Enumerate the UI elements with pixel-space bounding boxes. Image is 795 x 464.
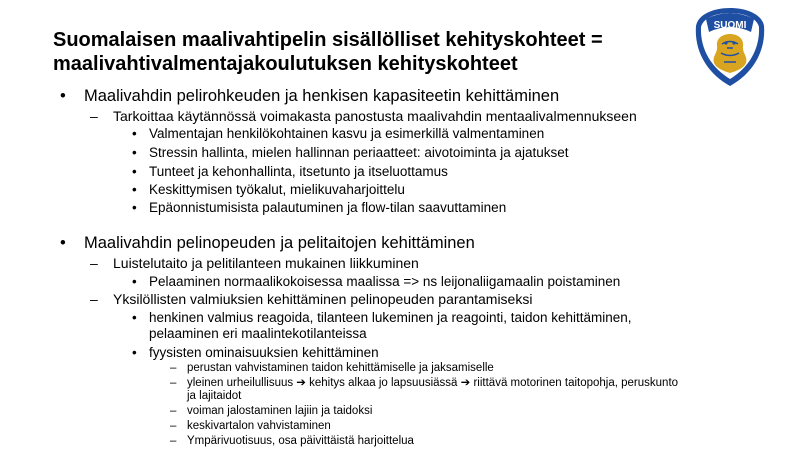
section-2-sub-2-text: Yksilöllisten valmiuksien kehittäminen pelinopeuden parantamiseksi: [113, 291, 533, 307]
bullet-marker: •: [132, 274, 137, 289]
bullet-marker: •: [132, 345, 137, 360]
section-1-sub-text: Tarkoittaa käytännössä voimakasta panostusta maalivahdin mentaalivalmennukseen: [113, 108, 637, 124]
detail-item-text: yleinen urheilullisuus ➔ kehitys alkaa jo lapsuusiässä ➔ riittävä motorinen taitopohja, peruskunto: [187, 377, 679, 389]
list-item-text: Pelaaminen normaalikokoisessa maalissa => ns leijonaliigamaalin poistaminen: [149, 274, 621, 289]
list-item-text: fyysisten ominaisuuksien kehittäminen: [149, 345, 379, 360]
detail-item-text: perustan vahvistaminen taidon kehittämiselle ja jaksamiselle: [187, 362, 494, 374]
dash-marker: –: [170, 405, 177, 417]
dash-marker: –: [170, 435, 177, 447]
list-item-text: henkinen valmius reagoida, tilanteen lukeminen ja reagointi, taidon kehittäminen,: [149, 310, 632, 325]
logo-text: SUOMI: [713, 20, 747, 31]
dash-marker: –: [170, 362, 177, 374]
detail-item-text: voiman jalostaminen lajiin ja taidoksi: [187, 405, 373, 417]
bullet-marker: •: [132, 164, 137, 179]
bullet-marker: •: [60, 87, 66, 105]
list-item-text: Tunteet ja kehonhallinta, itsetunto ja itseluottamus: [149, 164, 448, 179]
dash-marker: –: [170, 377, 177, 389]
section-2-sub-1-text: Luistelutaito ja pelitilanteen mukainen liikkuminen: [113, 255, 419, 271]
bullet-marker: •: [132, 200, 137, 215]
detail-item-continuation: ja lajitaidot: [187, 390, 242, 402]
suomi-lion-logo: [694, 6, 766, 88]
detail-item-text: Ympärivuotisuus, osa päivittäistä harjoittelua: [187, 435, 414, 447]
list-item-text: Keskittymisen työkalut, mielikuvaharjoittelu: [149, 182, 405, 197]
dash-marker: –: [90, 291, 98, 307]
bullet-marker: •: [132, 182, 137, 197]
dash-marker: –: [90, 255, 98, 271]
bullet-marker: •: [132, 145, 137, 160]
slide-title: [53, 28, 693, 76]
list-item-continuation: pelaaminen eri maalintekotilanteissa: [149, 326, 367, 341]
dash-marker: –: [90, 108, 98, 124]
list-item-text: Valmentajan henkilökohtainen kasvu ja esimerkillä valmentaminen: [149, 126, 545, 141]
list-item-text: Stressin hallinta, mielen hallinnan periaatteet: aivotoiminta ja ajatukset: [149, 145, 569, 160]
dash-marker: –: [170, 420, 177, 432]
section-2-heading: Maalivahdin pelinopeuden ja pelitaitojen kehittäminen: [84, 234, 475, 252]
bullet-marker: •: [132, 310, 137, 325]
slide-title-line-1: Suomalaisen maalivahtipelin sisällölliset kehityskohteet =: [53, 29, 603, 51]
detail-item-text: keskivartalon vahvistaminen: [187, 420, 331, 432]
section-1-heading: Maalivahdin pelirohkeuden ja henkisen kapasiteetin kehittäminen: [84, 87, 560, 105]
bullet-marker: •: [60, 234, 66, 252]
slide-title-line-2: maalivahtivalmentajakoulutuksen kehityskohteet: [53, 53, 518, 75]
bullet-marker: •: [132, 126, 137, 141]
list-item-text: Epäonnistumisista palautuminen ja flow-tilan saavuttaminen: [149, 200, 507, 215]
